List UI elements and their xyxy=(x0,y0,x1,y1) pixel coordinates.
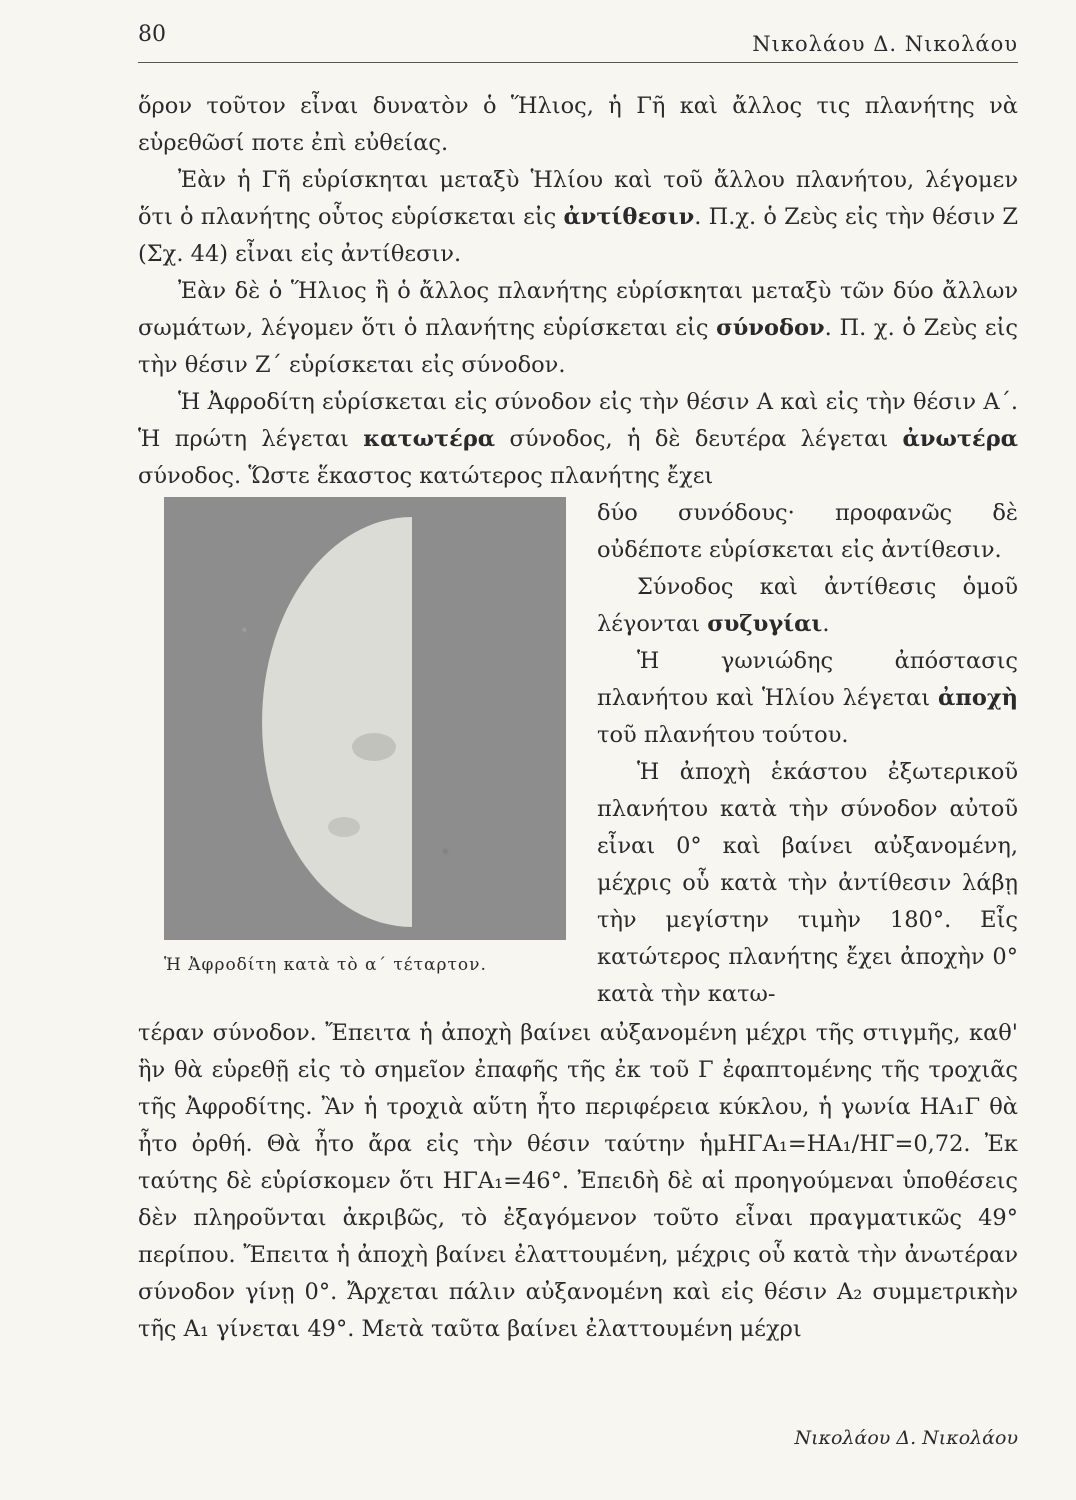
term-syzygies: συζυγίαι xyxy=(707,611,823,637)
paragraph-2 xyxy=(138,162,1018,273)
term-upper: ἀνωτέρα xyxy=(902,426,1018,452)
paragraph-4-end: σύνοδος. xyxy=(138,463,242,489)
paragraph-1: ὅρον τοῦτον εἶναι δυνατὸν ὁ Ἥλιος, ἡ Γῆ καὶ ἄλλος τις πλανήτης νὰ εὑρεθῶσί ποτε ἐπὶ εὐθείας. xyxy=(138,93,1018,156)
page-number: 80 xyxy=(138,22,166,47)
wrapped-paragraph-2: Σύνοδος καὶ ἀντίθεσις ὁμοῦ λέγονται συζυγίαι. xyxy=(597,574,1018,637)
paragraph-2-rest: . Π.χ. ὁ Ζεὺς εἰς τὴν θέσιν Ζ (Σχ. 44) εἶναι εἰς ἀντίθεσιν. xyxy=(138,204,1018,267)
footer-signature: Νικολάου Δ. Νικολάου xyxy=(794,1427,1018,1449)
paragraph-4-text: Ἡ Ἀφροδίτη εὑρίσκεται εἰς σύνοδον εἰς τὴν θέσιν Α καὶ εἰς τὴν θέσιν Α΄. Ἡ πρώτη λέγεται xyxy=(138,389,1018,452)
term-antithesis: ἀντίθεσιν xyxy=(563,204,695,230)
wrapped-paragraph-3 xyxy=(597,643,1018,754)
wrapped-paragraph-3-rest: τοῦ πλανήτου τούτου. xyxy=(597,722,849,748)
term-lower: κατωτέρα xyxy=(363,426,496,452)
running-head: Νικολάου Δ. Νικολάου xyxy=(752,32,1018,56)
wrapped-paragraph-3-text: Ἡ γωνιώδης ἀπόστασις πλανήτου καὶ Ἡλίου λέγεται xyxy=(597,648,1018,711)
paragraph-4-tail: Ὥστε ἕκαστος κατώτερος πλανήτης ἔχει xyxy=(248,463,714,489)
wrapped-paragraph-4: Ἡ ἀποχὴ ἑκάστου ἐξωτερικοῦ πλανήτου κατὰ τὴν σύνοδον αὐτοῦ εἶναι 0° καὶ βαίνει αὐξανομένη, μέχρις οὗ κατὰ τὴν ἀντίθεσιν λάβῃ τὴν μεγίστην τιμὴν 180°. Εἷς κατώτερος πλανήτης ἔχει ἀποχὴν 0° κατὰ τὴν κατω- xyxy=(597,759,1018,1007)
wrapped-paragraph-2-text: Σύνοδος καὶ ἀντίθεσις ὁμοῦ λέγονται xyxy=(597,574,1018,637)
header-rule xyxy=(138,62,1018,63)
wrapped-paragraph-1: δύο συνόδους· προφανῶς δὲ οὐδέποτε εὑρίσκεται εἰς ἀντίθεσιν. xyxy=(597,500,1018,563)
paragraph-3-text: Ἐὰν δὲ ὁ Ἥλιος ἢ ὁ ἄλλος πλανήτης εὑρίσκηται μεταξὺ τῶν δύο ἄλλων σωμάτων, λέγομεν ὅτι ὁ πλανήτης εὑρίσκεται εἰς xyxy=(138,278,1018,341)
paragraph-4 xyxy=(138,384,1018,495)
venus-photograph xyxy=(164,497,566,940)
paragraph-3 xyxy=(138,273,1018,384)
paragraph-bottom: τέραν σύνοδον. Ἔπειτα ἡ ἀποχὴ βαίνει αὐξανομένη μέχρι τῆς στιγμῆς, καθ' ἣν θὰ εὑρεθῇ εἰς τὸ σημεῖον ἐπαφῆς τῆς ἐκ τοῦ Γ ἐφαπτομένης τῆς τροχιᾶς τῆς Ἀφροδίτης. Ἂν ἡ τροχιὰ αὕτη ἦτο περιφέρεια κύκλου, ἡ γωνία ΗΑ₁Γ θὰ ἦτο ὀρθή. Θὰ ἦτο ἄρα εἰς τὴν θέσιν ταύτην ἡμΗΓΑ₁=ΗΑ₁/ΗΓ=0,72. Ἐκ ταύτης δὲ εὑρίσκομεν ὅτι ΗΓΑ₁=46°. Ἐπειδὴ δὲ αἱ προηγούμεναι ὑποθέσεις δὲν πληροῦνται ἀκριβῶς, τὸ ἐξαγόμενον τοῦτο εἶναι πραγματικῶς 49° περίπου. Ἔπειτα ἡ ἀποχὴ βαίνει ἐλαττουμένη, μέχρις οὗ κατὰ τὴν ἀνωτέραν σύνοδον γίνῃ 0°. Ἄρχεται πάλιν αὐξανομένη καὶ εἰς θέσιν Α₂ συμμετρικὴν τῆς Α₁ γίνεται 49°. Μετὰ ταῦτα βαίνει ἐλαττουμένη μέχρι xyxy=(138,1020,1018,1342)
term-synodos: σύνοδον xyxy=(716,315,825,341)
venus-half-disc-icon xyxy=(164,497,566,940)
paragraph-4-mid: σύνοδος, ἡ δὲ δευτέρα λέγεται xyxy=(509,426,889,452)
paragraph-3-rest: . Π. χ. ὁ Ζεὺς εἰς τὴν θέσιν Ζ΄ εὑρίσκεται εἰς σύνοδον. xyxy=(138,315,1018,378)
paragraph-2-text: Ἐὰν ἡ Γῆ εὑρίσκηται μεταξὺ Ἡλίου καὶ τοῦ ἄλλου πλανήτου, λέγομεν ὅτι ὁ πλανήτης οὗτος εὑρίσκεται εἰς xyxy=(138,167,1018,230)
term-elongation: ἀποχὴ xyxy=(938,685,1018,711)
page-header xyxy=(138,20,1018,60)
figure-caption: Ἡ Ἀφροδίτη κατὰ τὸ α΄ τέταρτον. xyxy=(164,955,487,975)
